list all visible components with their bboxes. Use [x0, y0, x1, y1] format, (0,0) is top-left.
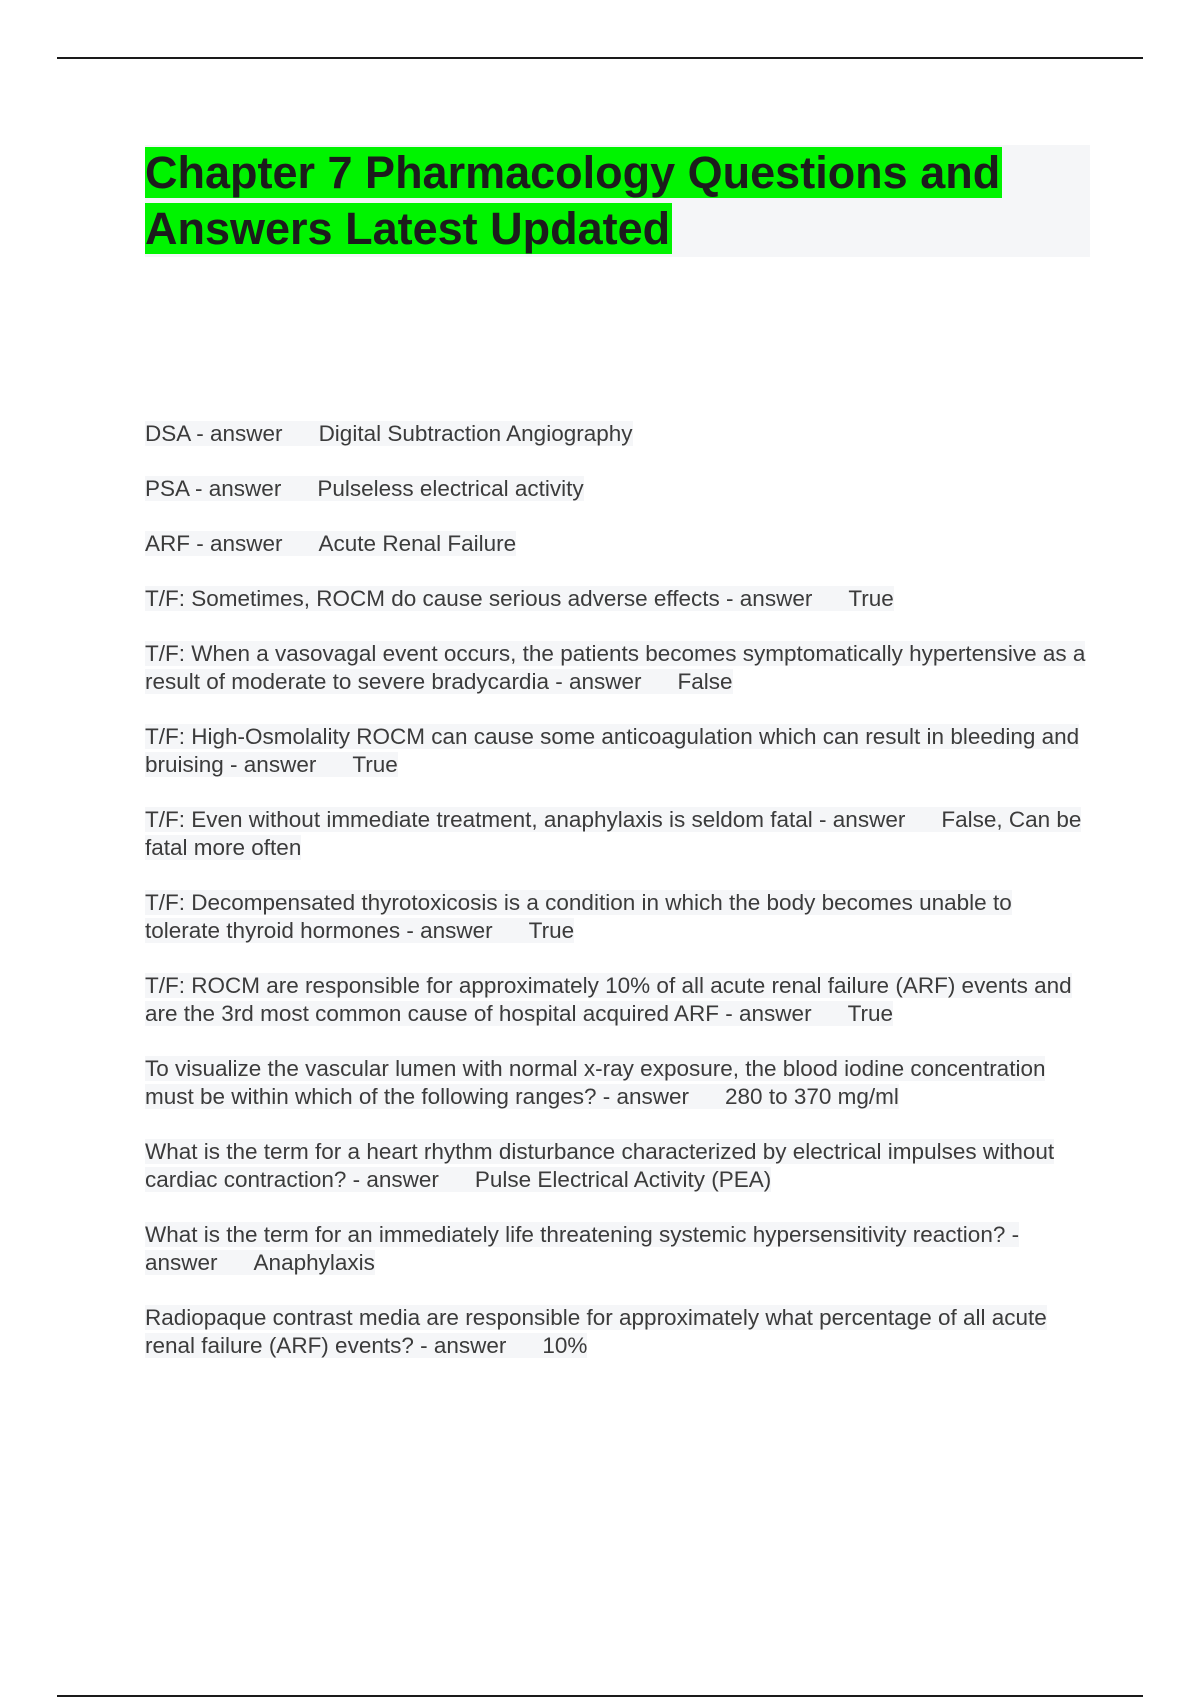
qa-item [145, 475, 1090, 503]
qa-item [145, 806, 1090, 862]
qa-item [145, 530, 1090, 558]
qa-item [145, 420, 1090, 448]
qa-item [145, 1055, 1090, 1111]
title-line-1: Chapter 7 Pharmacology Questions and [145, 147, 1001, 198]
title-line-2: Answers Latest Updated [145, 203, 671, 254]
qa-item [145, 972, 1090, 1028]
answer-text: 10% [542, 1333, 588, 1358]
qa-item [145, 889, 1090, 945]
question-text: Radiopaque contrast media are responsible for approximately what percentage of all acute renal failure (ARF) events? - answer [145, 1305, 1047, 1358]
question-text: T/F: ROCM are responsible for approximately 10% of all acute renal failure (ARF) events and are the 3rd most common cause of hospital acquired ARF - answer [145, 973, 1072, 1026]
answer-text: True [352, 752, 398, 777]
qa-item [145, 1221, 1090, 1277]
question-text: T/F: When a vasovagal event occurs, the patients becomes symptomatically hypertensive as a result of moderate to severe bradycardia - answer [145, 641, 1086, 694]
question-text: T/F: Even without immediate treatment, anaphylaxis is seldom fatal - answer [145, 807, 906, 832]
question-text: PSA - answer [145, 476, 282, 501]
answer-text: Anaphylaxis [253, 1250, 375, 1275]
question-text: ARF - answer [145, 531, 283, 556]
question-text: What is the term for a heart rhythm disturbance characterized by electrical impulses without cardiac contraction? - answer [145, 1139, 1055, 1192]
answer-text: Acute Renal Failure [318, 531, 517, 556]
question-text: DSA - answer [145, 421, 283, 446]
qa-list [145, 420, 1090, 1387]
answer-text: True [847, 1001, 893, 1026]
answer-text: False, Can be fatal more often [145, 807, 1082, 860]
question-text: What is the term for an immediately life threatening systemic hypersensitivity reaction? - answer [145, 1222, 1020, 1275]
qa-item [145, 1304, 1090, 1360]
document-title [145, 145, 1090, 257]
answer-text: True [528, 918, 575, 943]
question-text: To visualize the vascular lumen with normal x-ray exposure, the blood iodine concentration must be within which of the following ranges? - answer [145, 1056, 1046, 1109]
answer-text: Pulseless electrical activity [317, 476, 584, 501]
question-text: T/F: Sometimes, ROCM do cause serious adverse effects - answer [145, 586, 813, 611]
answer-text: True [848, 586, 894, 611]
answer-text: False [677, 669, 733, 694]
qa-item [145, 640, 1090, 696]
question-text: T/F: High-Osmolality ROCM can cause some anticoagulation which can result in bleeding and bruising - answer [145, 724, 1080, 777]
question-text: T/F: Decompensated thyrotoxicosis is a condition in which the body becomes unable to tolerate thyroid hormones - answer [145, 890, 1012, 943]
qa-item [145, 1138, 1090, 1194]
bottom-rule [57, 1695, 1143, 1697]
answer-text: 280 to 370 mg/ml [725, 1084, 899, 1109]
top-rule [57, 57, 1143, 59]
answer-text: Digital Subtraction Angiography [318, 421, 633, 446]
qa-item [145, 723, 1090, 779]
qa-item [145, 585, 1090, 613]
title-block [145, 145, 1090, 257]
answer-text: Pulse Electrical Activity (PEA) [474, 1167, 772, 1192]
